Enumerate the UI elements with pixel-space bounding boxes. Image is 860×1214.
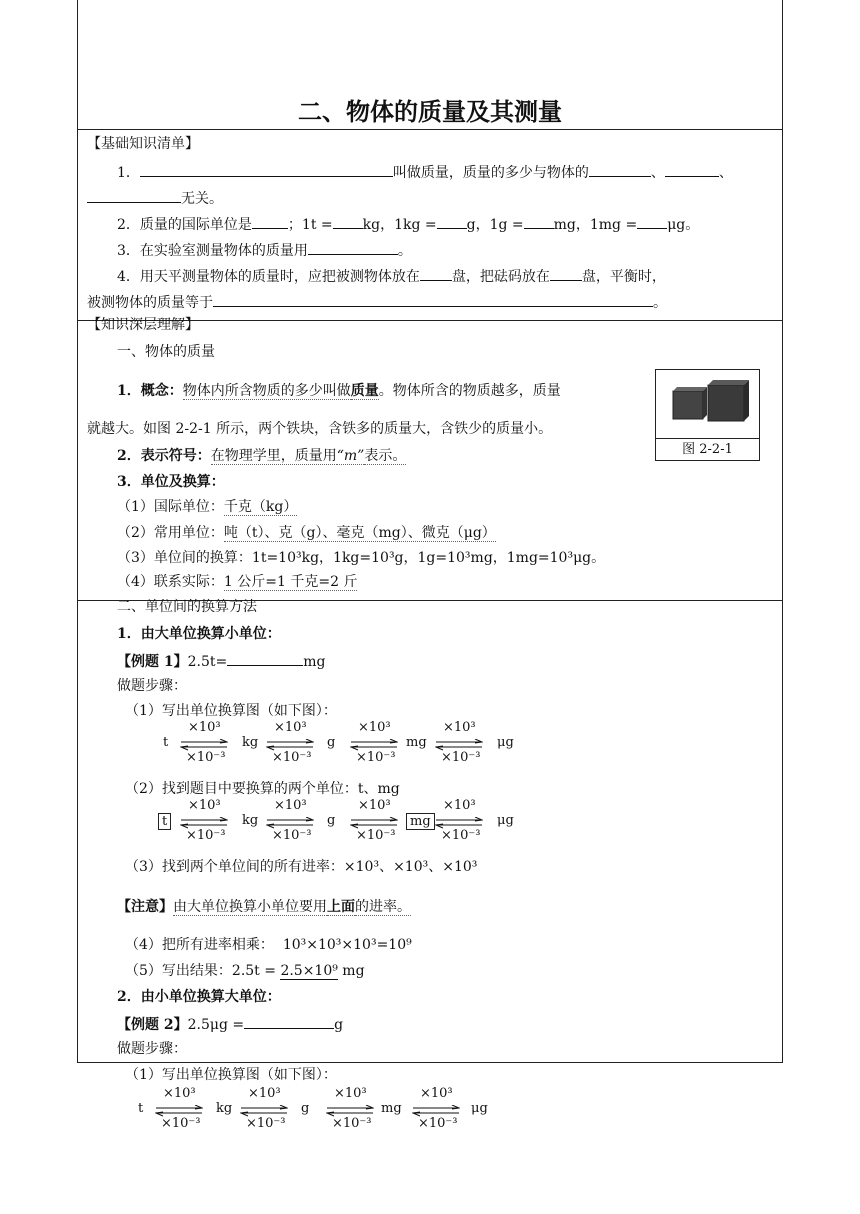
factor-down-label: ×10⁻³ — [332, 1116, 372, 1131]
step-3: （3）找到两个单位间的所有进率：×10³、×10³、×10³ — [125, 859, 478, 875]
factor-down-label: ×10⁻³ — [356, 750, 396, 765]
unit-label: mg — [406, 813, 435, 830]
method-1-heading: 1．由大单位换算小单位： — [117, 626, 281, 642]
unit-label: mg — [381, 1101, 402, 1116]
unit-label: t — [158, 813, 171, 830]
factor-down-label: ×10⁻³ — [186, 828, 226, 843]
method-2-heading: 2．由小单位换算大单位： — [117, 989, 281, 1005]
basic-line-1: 1． 叫做质量，质量的多少与物体的 、 、 — [117, 162, 733, 182]
unit-label: g — [301, 1101, 310, 1116]
factor-up-label: ×10³ — [248, 1086, 281, 1101]
divider — [77, 129, 783, 130]
factor-up-label: ×10³ — [188, 720, 221, 735]
step-2: （2）找到题目中要换算的两个单位：t、mg — [125, 781, 400, 797]
factor-down-label: ×10⁻³ — [441, 750, 481, 765]
factor-up-label: ×10³ — [443, 720, 476, 735]
step-4: （4）把所有进率相乘： 10³×10³×10³=10⁹ — [125, 937, 412, 953]
unit-label: t — [163, 735, 169, 750]
factor-down-label: ×10⁻³ — [272, 750, 312, 765]
unit-label: t — [138, 1101, 144, 1116]
concept-line: 1．概念：物体内所含物质的多少叫做质量。物体所含的物质越多，质量 — [117, 383, 561, 399]
factor-up-label: ×10³ — [358, 720, 391, 735]
factor-down-label: ×10⁻³ — [186, 750, 226, 765]
factor-down-label: ×10⁻³ — [418, 1116, 458, 1131]
unit-label: μg — [497, 735, 514, 750]
factor-down-label: ×10⁻³ — [246, 1116, 286, 1131]
example-2: 【例题 2】2.5μg = g — [117, 1014, 343, 1034]
unit-label: g — [327, 813, 336, 828]
unit-label: mg — [406, 735, 427, 750]
factor-up-label: ×10³ — [163, 1086, 196, 1101]
concept-line-cont: 就越大。如图 2-2-1 所示，两个铁块，含铁多的质量大，含铁少的质量小。 — [87, 421, 553, 437]
unit-label: kg — [242, 813, 259, 828]
iron-blocks-image — [656, 370, 759, 438]
figure-caption: 图 2-2-1 — [656, 438, 759, 461]
unit-label: kg — [242, 735, 259, 750]
factor-up-label: ×10³ — [188, 798, 221, 813]
steps-label: 做题步骤： — [117, 678, 187, 694]
unit-si: （1）国际单位：千克（kg） — [117, 499, 298, 515]
unit-label: g — [327, 735, 336, 750]
factor-down-label: ×10⁻³ — [356, 828, 396, 843]
factor-down-label: ×10⁻³ — [161, 1116, 201, 1131]
basic-line-3: 3．在实验室测量物体的质量用 。 — [117, 240, 412, 260]
factor-up-label: ×10³ — [274, 798, 307, 813]
page-title: 二、物体的质量及其测量 — [298, 98, 562, 126]
unit-label: μg — [471, 1101, 488, 1116]
factor-down-label: ×10⁻³ — [441, 828, 481, 843]
units-heading: 3．单位及换算： — [117, 474, 225, 490]
basic-line-1-cont: 无关。 — [87, 188, 223, 208]
unit-common: （2）常用单位：吨（t）、克（g）、毫克（mg）、微克（μg） — [117, 525, 496, 541]
basic-line-5: 被测物体的质量等于 。 — [87, 292, 667, 312]
step-1: （1）写出单位换算图（如下图）： — [125, 703, 337, 719]
basic-line-2: 2．质量的国际单位是 ；1t = kg，1kg = g，1g = mg，1mg = μg。 — [117, 214, 699, 234]
unit-practical: （4）联系实际：1 公斤=1 千克=2 斤 — [117, 574, 358, 590]
factor-up-label: ×10³ — [443, 798, 476, 813]
unit-label: μg — [497, 813, 514, 828]
unit-label: kg — [216, 1101, 233, 1116]
factor-up-label: ×10³ — [420, 1086, 453, 1101]
steps-label-2: 做题步骤： — [117, 1041, 187, 1057]
factor-down-label: ×10⁻³ — [272, 828, 312, 843]
symbol-line: 2．表示符号：在物理学里，质量用“m”表示。 — [117, 448, 407, 464]
subsection-mass: 一、物体的质量 — [117, 344, 215, 360]
example-1: 【例题 1】2.5t= mg — [117, 651, 326, 671]
step-1b: （1）写出单位换算图（如下图）： — [125, 1067, 337, 1083]
section-header-deep: 【知识深层理解】 — [87, 317, 199, 333]
step-5: （5）写出结果：2.5t = 2.5×10⁹ mg — [125, 963, 365, 979]
section-header-basic: 【基础知识清单】 — [87, 136, 199, 152]
figure-iron-blocks — [655, 369, 760, 461]
note-line: 【注意】由大单位换算小单位要用上面的进率。 — [117, 899, 411, 915]
factor-up-label: ×10³ — [334, 1086, 367, 1101]
factor-up-label: ×10³ — [274, 720, 307, 735]
subsection-method: 二、单位间的换算方法 — [117, 599, 257, 615]
unit-conversion: （3）单位间的换算：1t=10³kg，1kg=10³g，1g=10³mg，1mg=10³μg。 — [117, 550, 606, 566]
basic-line-4: 4．用天平测量物体的质量时，应把被测物体放在 盘，把砝码放在 盘，平衡时， — [117, 266, 666, 286]
factor-up-label: ×10³ — [358, 798, 391, 813]
